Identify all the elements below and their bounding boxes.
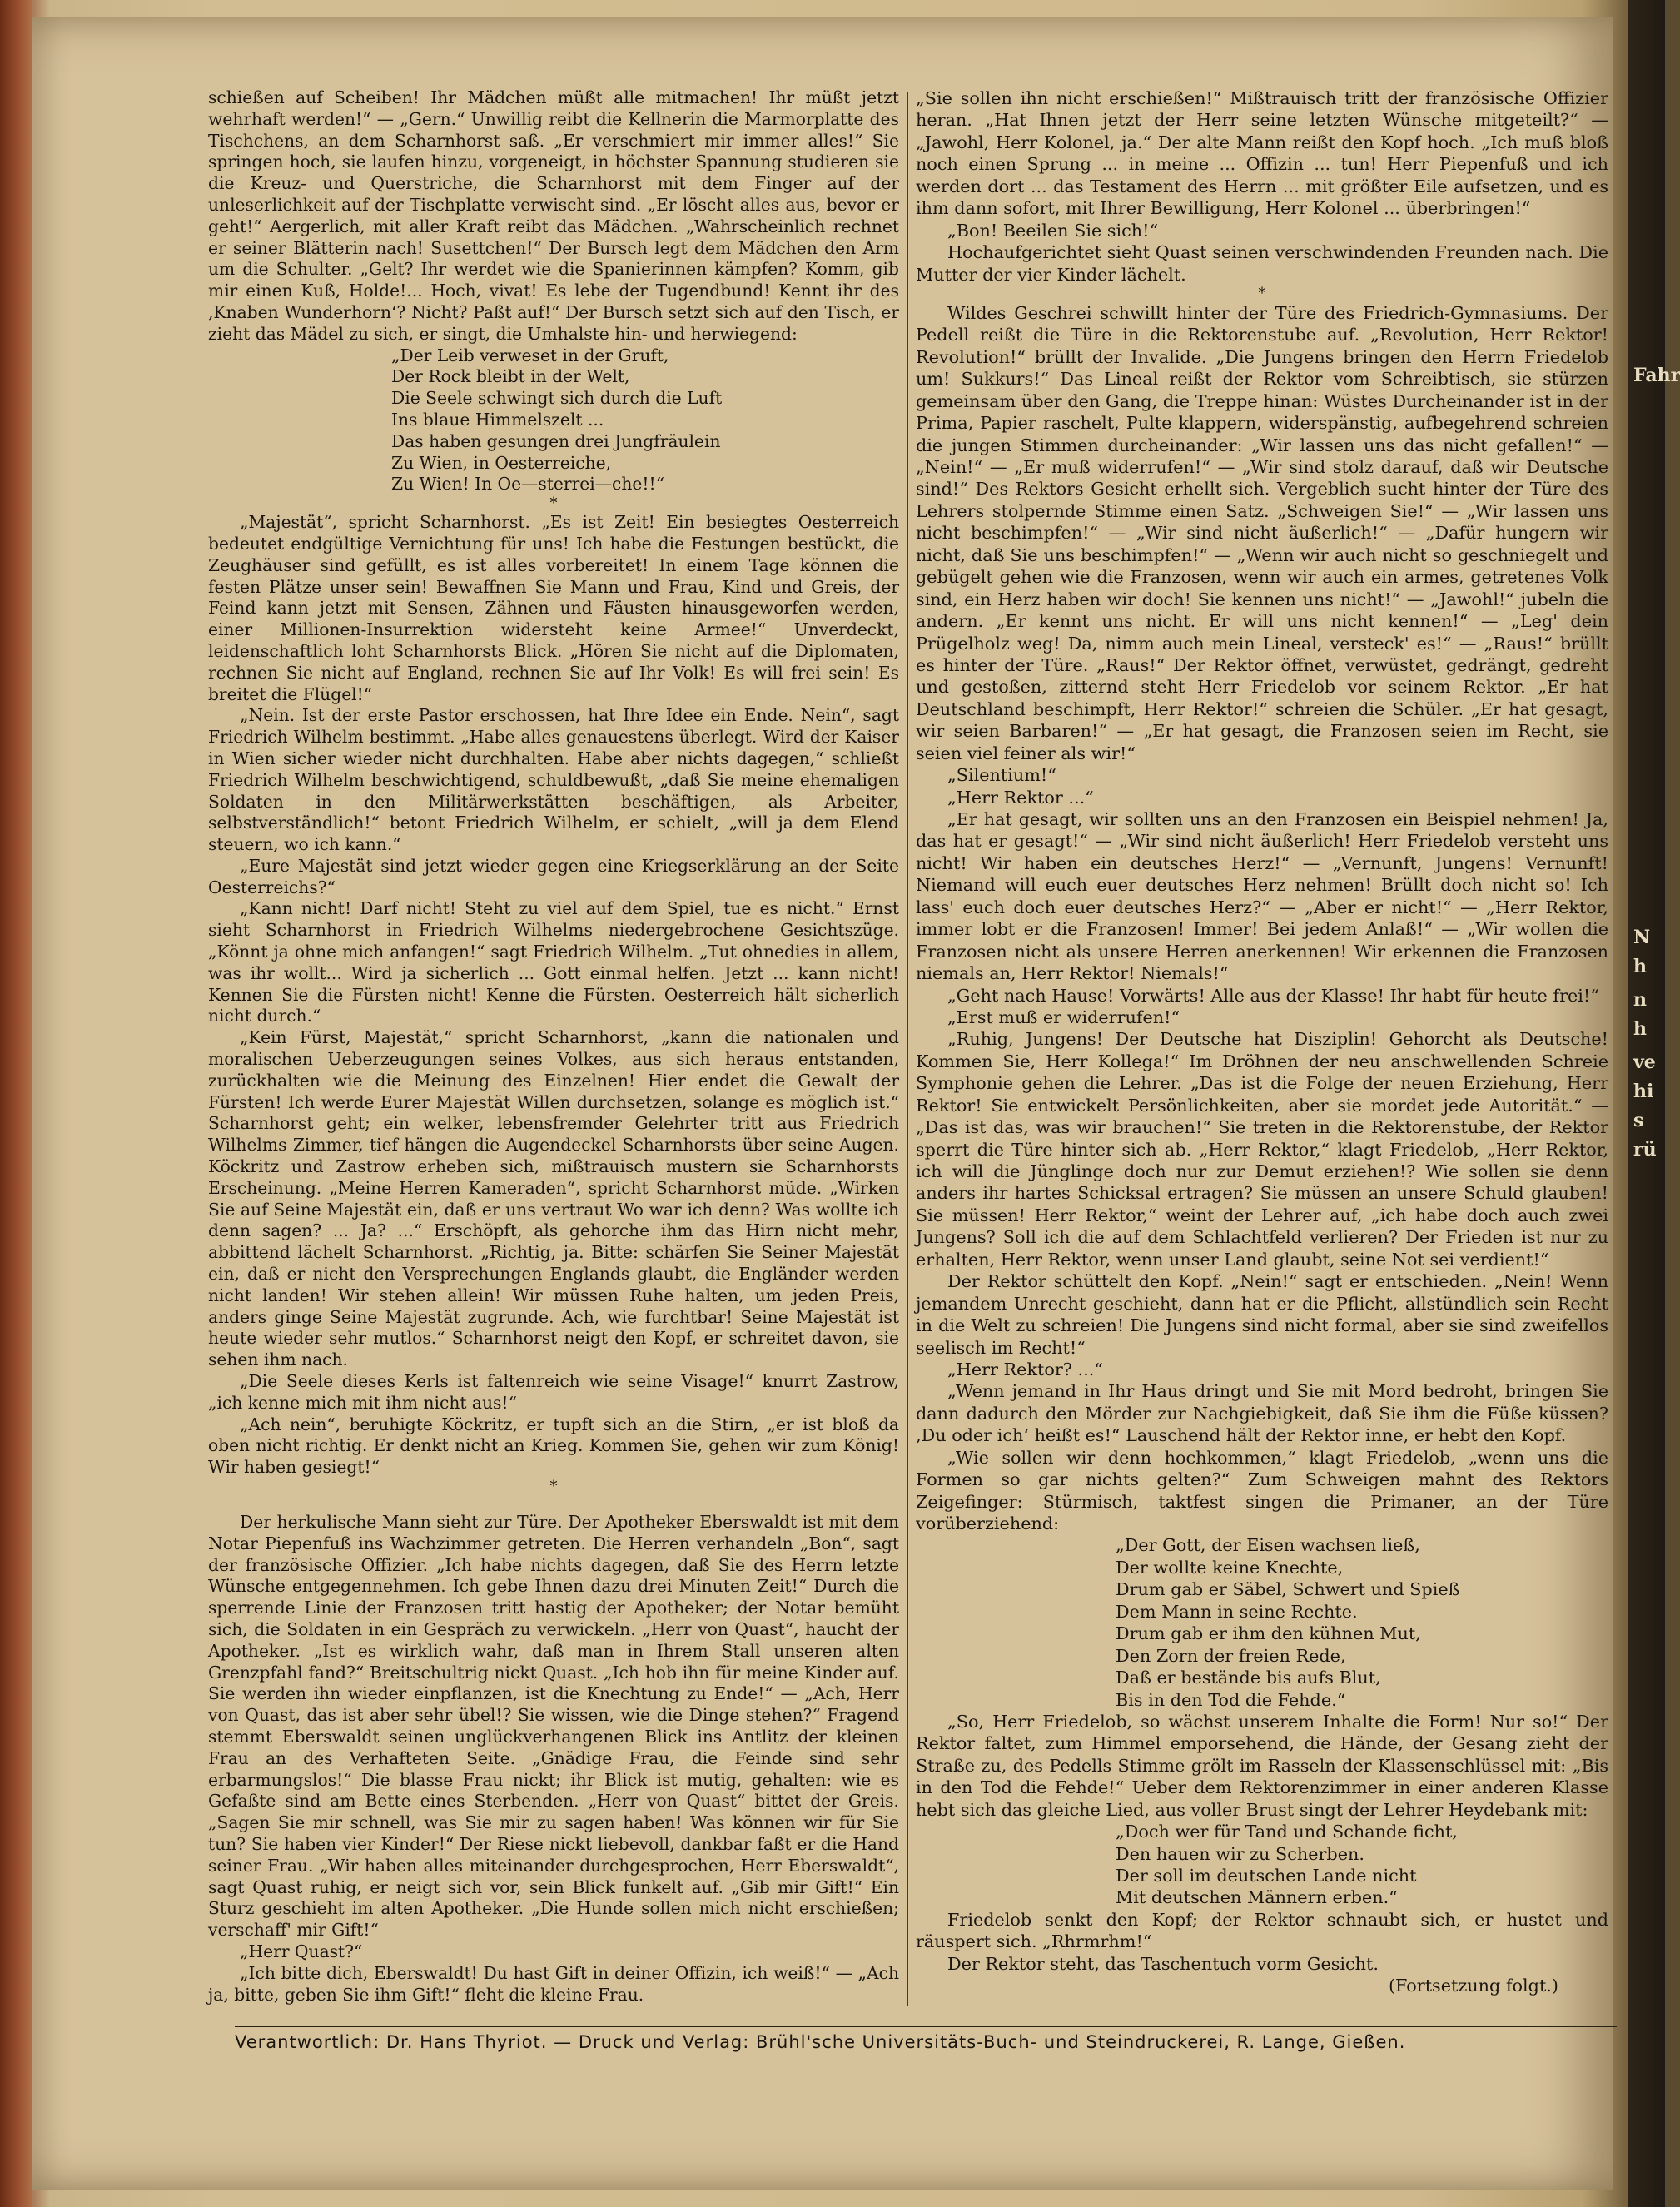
edge-fragment: n [1633,989,1647,1011]
verse-line: Den hauen wir zu Scherben. [1116,1843,1364,1864]
paragraph: „Wie sollen wir denn hochkommen,“ klagt Friedelob, „wenn uns die Formen so gar nichts gelten?“ Zum Schweigen mahnt des Rektors Zeigefinger: Stürmisch, taktfest singen die Primaner, an der Türe vorüberziehend: [916,1447,1608,1533]
column-divider [907,92,908,2006]
paragraph: schießen auf Scheiben! Ihr Mädchen müßt alle mitmachen! Ihr müßt jetzt wehrhaft werden!“ — „Gern.“ Unwillig reibt die Kellnerin die Marmorplatte des Tischchens, an dem Scharnhorst saß. „Er verschmiert mir immer alles!“ Sie springen hoch, sie laufen hinzu, vorgeneigt, in höchster Spannung studieren sie die Kreuz- und Querstriche, die Scharnhorst mit dem Finger auf der unleserlichkeit auf der Tischplatte verwischt sind. „Er löscht alles aus, bevor er geht!“ Aergerlich, mit aller Kraft reibt das Mädchen. „Wahrscheinlich rechnet er seiner Blätterin nach! Susettchen!“ Der Bursch legt dem Mädchen den Arm um die Schulter. „Gelt? Ihr werdet wie die Spanierinnen kämpfen? Komm, gib mir einen Kuß, Holde!... Hoch, vivat! Es lebe der Tugendbund! Kennt ihr des ‚Knaben Wunderhorn‘? Nicht? Paßt auf!“ Der Bursch setzt sich auf den Tisch, er zieht das Mädel zu sich, er singt, die Umhalste hin- und herwiegend: [208,87,899,344]
verse-line: Ins blaue Himmelszelt ... [391,409,604,430]
paragraph: Der herkulische Mann sieht zur Türe. Der Apotheker Eberswaldt ist mit dem Notar Piepenfuß ins Wachzimmer getreten. Die Herren verhandeln „Bon“, sagt der französische Offizier. „Ich habe nichts dagegen, daß Sie des Herrn letzte Wünsche entgegennehmen. Ich gebe Ihnen dazu drei Minuten Zeit!“ Durch die sperrende Linie der Franzosen tritt hastig der Apotheker; der Notar bemüht sich, die Soldaten in ein Gespräch zu verwickeln. „Herr von Quast“, haucht der Apotheker. „Ist es wirklich wahr, daß man in Ihrem Stall unseren alten Grenzpfahl fand?“ Breitschultrig nickt Quast. „Ich hob ihn für meine Kinder auf. Sie werden ihn wieder einpflanzen, ist die Knechtung zu Ende!“ — „Ach, Herr von Quast, das ist aber sehr übel!? Sie wissen, wie die Dinge stehen?“ Fragend stemmt Eberswaldt seinen unglückverhangenen Blick ins Antlitz der kleinen Frau an des Verhafteten Seite. „Gnädige Frau, die Feinde sind sehr erbarmungslos!“ Die blasse Frau nickt; ihr Blick ist mutig, gehalten: wie es Gefaßte sind am Bette eines Sterbenden. „Herr von Quast“ bittet der Greis. „Sagen Sie mir schnell, was Sie mir zu sagen haben! Was können wir für Sie tun? Sie haben vier Kinder!“ Der Riese nickt liebevoll, dankbar faßt er die Hand seiner Frau. „Wir haben alles miteinander durchgesprochen, Herr Eberswaldt“, sagt Quast ruhig, er neigt sich vor, sein Blick funkelt auf. „Gib mir Gift!“ Ein Sturz geschieht im alten Apotheker. „Die Hunde sollen mich nicht erschießen; verschaff' mir Gift!“ [208,1512,899,1941]
section-separator: * [549,1478,558,1495]
paragraph: „Geht nach Hause! Vorwärts! Alle aus der Klasse! Ihr habt für heute frei!“ [947,985,1599,1006]
edge-fragment: ve [1633,1051,1656,1073]
verse-line: Drum gab er ihm den kühnen Mut, [1116,1623,1421,1644]
verse-line: Bis in den Tod die Fehde.“ [1116,1689,1346,1710]
paragraph: „Ich bitte dich, Eberswaldt! Du hast Gift in deiner Offizin, ich weiß!“ — „Ach ja, bitte, geben Sie ihm Gift!“ fleht die kleine Frau. [208,1962,899,2005]
paragraph: Der Rektor steht, das Taschentuch vorm Gesicht. [947,1953,1379,1974]
verse-line: „Doch wer für Tand und Schande ficht, [1116,1822,1458,1842]
paragraph: „Kein Fürst, Majestät,“ spricht Scharnhorst, „kann die nationalen und moralischen Ueberzeugungen seines Volkes, aus sich heraus entstanden, zurückhalten wie die Meinung des Einzelnen! Hier endet die Gewalt der Fürsten! Ich werde Eurer Majestät Willen durchsetzen, solange es möglich ist.“ Scharnhorst geht; ein welker, lebensfremder Gelehrter tritt aus Friedrich Wilhelms Zimmer, tief hängen die Augendeckel Scharnhorsts über seine Augen. Köckritz und Zastrow erheben sich, mißtrauisch mustern sie Scharnhorsts Erscheinung. „Meine Herren Kameraden“, spricht Scharnhorst müde. „Wirken Sie auf Seine Majestät ein, daß er uns vertraut Wo war ich denn? Was wollte ich denn sagen? ... Ja? ...“ Erschöpft, als gehorche ihm das Hirn nicht mehr, abbittend lächelt Scharnhorst. „Richtig, ja. Bitte: schärfen Sie Seiner Majestät ein, daß er nicht den Versprechungen Englands glaubt, die Engländer werden nicht landen! Wir stehen allein! Wir müssen Ruhe halten, um jeden Preis, anders ginge Seine Majestät zugrunde. Ach, wie furchtbar! Seine Majestät ist heute wieder sehr mutlos.“ Scharnhorst neigt den Kopf, er schreitet davon, sie sehen ihm nach. [208,1027,899,1370]
verse-line: Dem Mann in seine Rechte. [1116,1601,1358,1622]
verse-line: Mit deutschen Männern erben.“ [1116,1887,1398,1908]
edge-fragment: N [1633,927,1651,948]
paragraph: „Sie sollen ihn nicht erschießen!“ Mißtrauisch tritt der französische Offizier heran. „Hat Ihnen jetzt der Herr seine letzten Wünsche mitgeteilt?“ — „Jawohl, Herr Kolonel, ja.“ Der alte Mann reißt den Kopf hoch. „Ich muß bloß noch einen Sprung ... in meine ... Offizin ... tun! Herr Piepenfuß und ich werden dort ... das Testament des Herrn ... mit größter Eile aufsetzen, und es ihm dann sofort, mit Ihrer Bewilligung, Herr Kolonel ... überbringen!“ [916,88,1608,219]
verse-line: Der soll im deutschen Lande nicht [1116,1866,1417,1886]
edge-fragment: Fahr [1633,365,1680,386]
paragraph: Hochaufgerichtet sieht Quast seinen verschwindenden Freunden nach. Die Mutter der vier Kinder lächelt. [916,242,1608,285]
paragraph: „Ruhig, Jungens! Der Deutsche hat Disziplin! Gehorcht als Deutsche! Kommen Sie, Herr Kollega!“ Im Dröhnen der neu anschwellenden Schreie Symphonie gehen die Lehrer. „Das ist die Folge der neuen Erziehung, Herr Rektor! Sie entwickelt Persönlichkeiten, aber sie mordet jede Autorität.“ — „Das ist das, was wir brauchen!“ Sie treten in die Rektorenstube, der Rektor sperrt die Türe hinter sich ab. „Herr Rektor,“ klagt Friedelob, „Herr Rektor, ich will die Jünglinge doch nur zur Demut erziehen!? Wie sollen sie denn anders ihr hartes Schicksal ertragen? Sie müssen an unsere Schuld glauben! Sie müssen! Herr Rektor,“ weint der Lehrer auf, „ich habe doch auch zwei Jungens? Soll ich die auf dem Schlachtfeld verlieren? Der Frieden ist nur zu erhalten, Herr Rektor, wenn unser Land glaubt, seine Not sei verdient!“ [916,1029,1608,1270]
verse-line: Zu Wien! In Oe—sterrei—che!!“ [391,474,664,495]
edge-fragment: h [1633,1018,1647,1040]
paragraph: „Wenn jemand in Ihr Haus dringt und Sie mit Mord bedroht, bringen Sie dann dadurch den Mörder zur Nachgiebigkeit, daß Sie ihm die Füße küssen? ‚Du oder ich‘ heißt es!“ Lauschend hält der Rektor inne, er hebt den Kopf. [916,1381,1608,1446]
paragraph: „Herr Quast?“ [240,1941,363,1961]
paragraph: Der Rektor schüttelt den Kopf. „Nein!“ sagt er entschieden. „Nein! Wenn jemandem Unrecht geschieht, dann hat er die Pflicht, allstündlich sein Recht in die Welt zu schreien! Die Jungens sind nicht formal, aber sie sind zweifellos seelisch im Recht!“ [916,1271,1608,1358]
paragraph: „Eure Majestät sind jetzt wieder gegen eine Kriegserklärung an der Seite Oesterreichs?“ [208,855,899,897]
paragraph: „Majestät“, spricht Scharnhorst. „Es ist Zeit! Ein besiegtes Oesterreich bedeutet endgültige Vernichtung für uns! Ich habe die Festungen bestückt, die Zeughäuser sind gefüllt, es ist alles vorbereitet! In einem Tage können die festen Plätze unser sein! Bewaffnen Sie Mann und Frau, Kind und Greis, der Feind kann jetzt mit Sensen, Zähnen und Fäusten hinausgeworfen werden, einer Millionen-Insurrektion widersteht keine Armee!“ Unverdeckt, leidenschaftlich loht Scharnhorsts Blick. „Hören Sie nicht auf die Diplomaten, rechnen Sie nicht auf England, rechnen Sie auf Ihr Volk! Es will frei sein! Es breitet die Flügel!“ [208,512,899,704]
edge-fragment: s [1633,1110,1644,1131]
section-separator: * [549,495,558,513]
paragraph: „Die Seele dieses Kerls ist faltenreich wie seine Visage!“ knurrt Zastrow, „ich kenne mich mit ihm nicht aus!“ [208,1371,899,1413]
edge-fragment: h [1633,956,1647,977]
paragraph: Wildes Geschrei schwillt hinter der Türe des Friedrich-Gymnasiums. Der Pedell reißt die Türe in die Rektorenstube auf. „Revolution, Herr Rektor! Revolution!“ brüllt der Invalide. „Die Jungens bringen den Herrn Friedelob um! Sukkurs!“ Das Lineal reißt der Rektor vom Schreibtisch, sie stürzen gemeinsam über den Gang, die Treppe hinan: Wüstes Durcheinander ist in der Prima, Papier raschelt, Pulte klappern, widerspänstig, aufbegehrend schreien die jungen Stimmen durcheinander: „Wir lassen uns das nicht gefallen!“ — „Nein!“ — „Er muß widerrufen!“ — „Wir sind stolz darauf, daß wir Deutsche sind!“ Des Rektors Gesicht erhellt sich. Vergeblich sucht hinter der Türe des Lehrers stolpernde Stimme einen Satz. „Schweigen Sie!“ — „Wir lassen uns nicht beschimpfen!“ — „Wir sind nicht äußerlich!“ — „Dafür hungern wir nicht, daß Sie uns beschimpfen!“ — „Wenn wir auch nicht so geschniegelt und gebügelt gehen wie die Franzosen, wenn wir auch ein armes, getretenes Volk sind, ein Herz haben wir doch! Sie kennen uns nicht!“ — „Jawohl!“ jubeln die andern. „Er kennt uns nicht. Er will uns nicht kennen!“ — „Leg' dein Prügelholz weg! Da, nimm auch mein Lineal, versteck' es!“ — „Raus!“ brüllt es hinter der Türe. „Raus!“ Der Rektor öffnet, verwüstet, gedrängt, gedreht und gestoßen, zitternd steht Herr Friedelob vor seinem Rektor. „Er hat Deutschland beschimpft, Herr Rektor!“ schreien die Schüler. „Er hat gesagt, wir seien Barbaren!“ — „Er hat gesagt, die Franzosen seien im Recht, sie seien viel feiner als wir!“ [916,302,1608,763]
paragraph: „Bon! Beeilen Sie sich!“ [947,220,1159,241]
paragraph: „Erst muß er widerrufen!“ [947,1007,1180,1027]
verse-line: Das haben gesungen drei Jungfräulein [391,430,721,451]
verse-line: Der wollte keine Knechte, [1116,1557,1344,1578]
paragraph: „Herr Rektor? ...“ [947,1359,1103,1379]
imprint-footer: Verantwortlich: Dr. Hans Thyriot. — Druck und Verlag: Brühl'sche Universitäts-Buch- und Steindruckerei, R. Lange, Gießen. [235,2026,1617,2052]
continuation-note: (Fortsetzung folgt.) [1388,1976,1558,1996]
paragraph: „Herr Rektor ...“ [947,787,1094,808]
paragraph: „Nein. Ist der erste Pastor erschossen, hat Ihre Idee ein Ende. Nein“, sagt Friedrich Wilhelm bestimmt. „Habe alles genauestens überlegt. Wird der Kaiser in Wien sicher wieder nicht durchhalten. Habe aber nichts dagegen,“ schließt Friedrich Wilhelm beschwichtigend, schuldbewußt, „daß Sie meine ehemaligen Soldaten in den Militärwerkstätten beschäftigen, als Arbeiter, selbstverständlich!“ betont Friedrich Wilhelm, er schielt, „will ja dem Elend steuern, wo ich kann.“ [208,705,899,855]
section-separator: * [1258,284,1266,302]
right-column [916,87,1608,1997]
verse-line: Zu Wien, in Oesterreiche, [391,452,612,473]
paragraph: „So, Herr Friedelob, so wächst unserem Inhalte die Form! Nur so!“ Der Rektor faltet, zum Himmel emporsehend, die Hände, der Gesang zieht der Straße zu, des Pedells Stimme grölt im Rasseln der Klassenschlüssel mit: „Bis in den Tod die Fehde!“ Ueber dem Rektorenzimmer in einer anderen Klasse hebt sich das gleiche Lied, aus voller Brust singt der Lehrer Heydebank mit: [916,1711,1608,1820]
verse-line: Daß er bestände bis aufs Blut, [1116,1668,1381,1688]
paragraph: „Kann nicht! Darf nicht! Steht zu viel auf dem Spiel, tue es nicht.“ Ernst sieht Scharnhorst in Friedrich Wilhelms niedergebrochene Gesichtszüge. „Könnt ja ohne mich anfangen!“ sagt Friedrich Wilhelm. „Tut ohnedies in allem, was ihr wollt... Wird ja sicherlich ... Gott einmal helfen. Jetzt ... kann nicht! Kennen Sie die Fürsten nicht! Kenne die Fürsten. Oesterreich hält sicherlich nicht durch.“ [208,898,899,1026]
paragraph: „Ach nein“, beruhigte Köckritz, er tupft sich an die Stirn, „er ist bloß da oben nicht richtig. Er denkt nicht an Krieg. Kommen Sie, gehen wir zum König! Wir haben gesiegt!“ [208,1414,899,1478]
left-column [208,87,899,2006]
verse-line: „Der Gott, der Eisen wachsen ließ, [1116,1535,1420,1556]
book-spine [0,0,32,2207]
paragraph: „Er hat gesagt, wir sollten uns an den Franzosen ein Beispiel nehmen! Ja, das hat er gesagt!“ — „Wir sind nicht äußerlich! Herr Friedelob versteht uns nicht! Wir haben ein deutsches Herz!“ — „Vernunft, Jungens! Vernunft! Niemand will euch euer deutsches Herz nehmen! Brüllt doch nicht so! Ich lass' euch doch euer deutsches Herz?“ — „Aber er nicht!“ — „Herr Rektor, immer lobt er die Franzosen! Immer! Bei jedem Anlaß!“ — „Wir wollen die Franzosen nicht als unsere Herren anerkennen! Wir erkennen die Franzosen niemals an, Herr Rektor! Niemals!“ [916,809,1608,984]
paragraph: Friedelob senkt den Kopf; der Rektor schnaubt sich, er hustet und räuspert sich. „Rhrmrhm!“ [916,1909,1608,1952]
edge-fragment: hi [1633,1081,1654,1102]
verse-line: Drum gab er Säbel, Schwert und Spieß [1116,1579,1460,1600]
edge-fragment: rü [1633,1139,1657,1161]
paragraph: „Silentium!“ [947,765,1056,786]
verse-line: „Der Leib verweset in der Gruft, [391,345,669,365]
verse-line: Der Rock bleibt in der Welt, [391,366,630,387]
verse-line: Den Zorn der freien Rede, [1116,1645,1346,1666]
adjacent-page-edge [1628,0,1665,2207]
verse-line: Die Seele schwingt sich durch die Luft [391,388,723,409]
